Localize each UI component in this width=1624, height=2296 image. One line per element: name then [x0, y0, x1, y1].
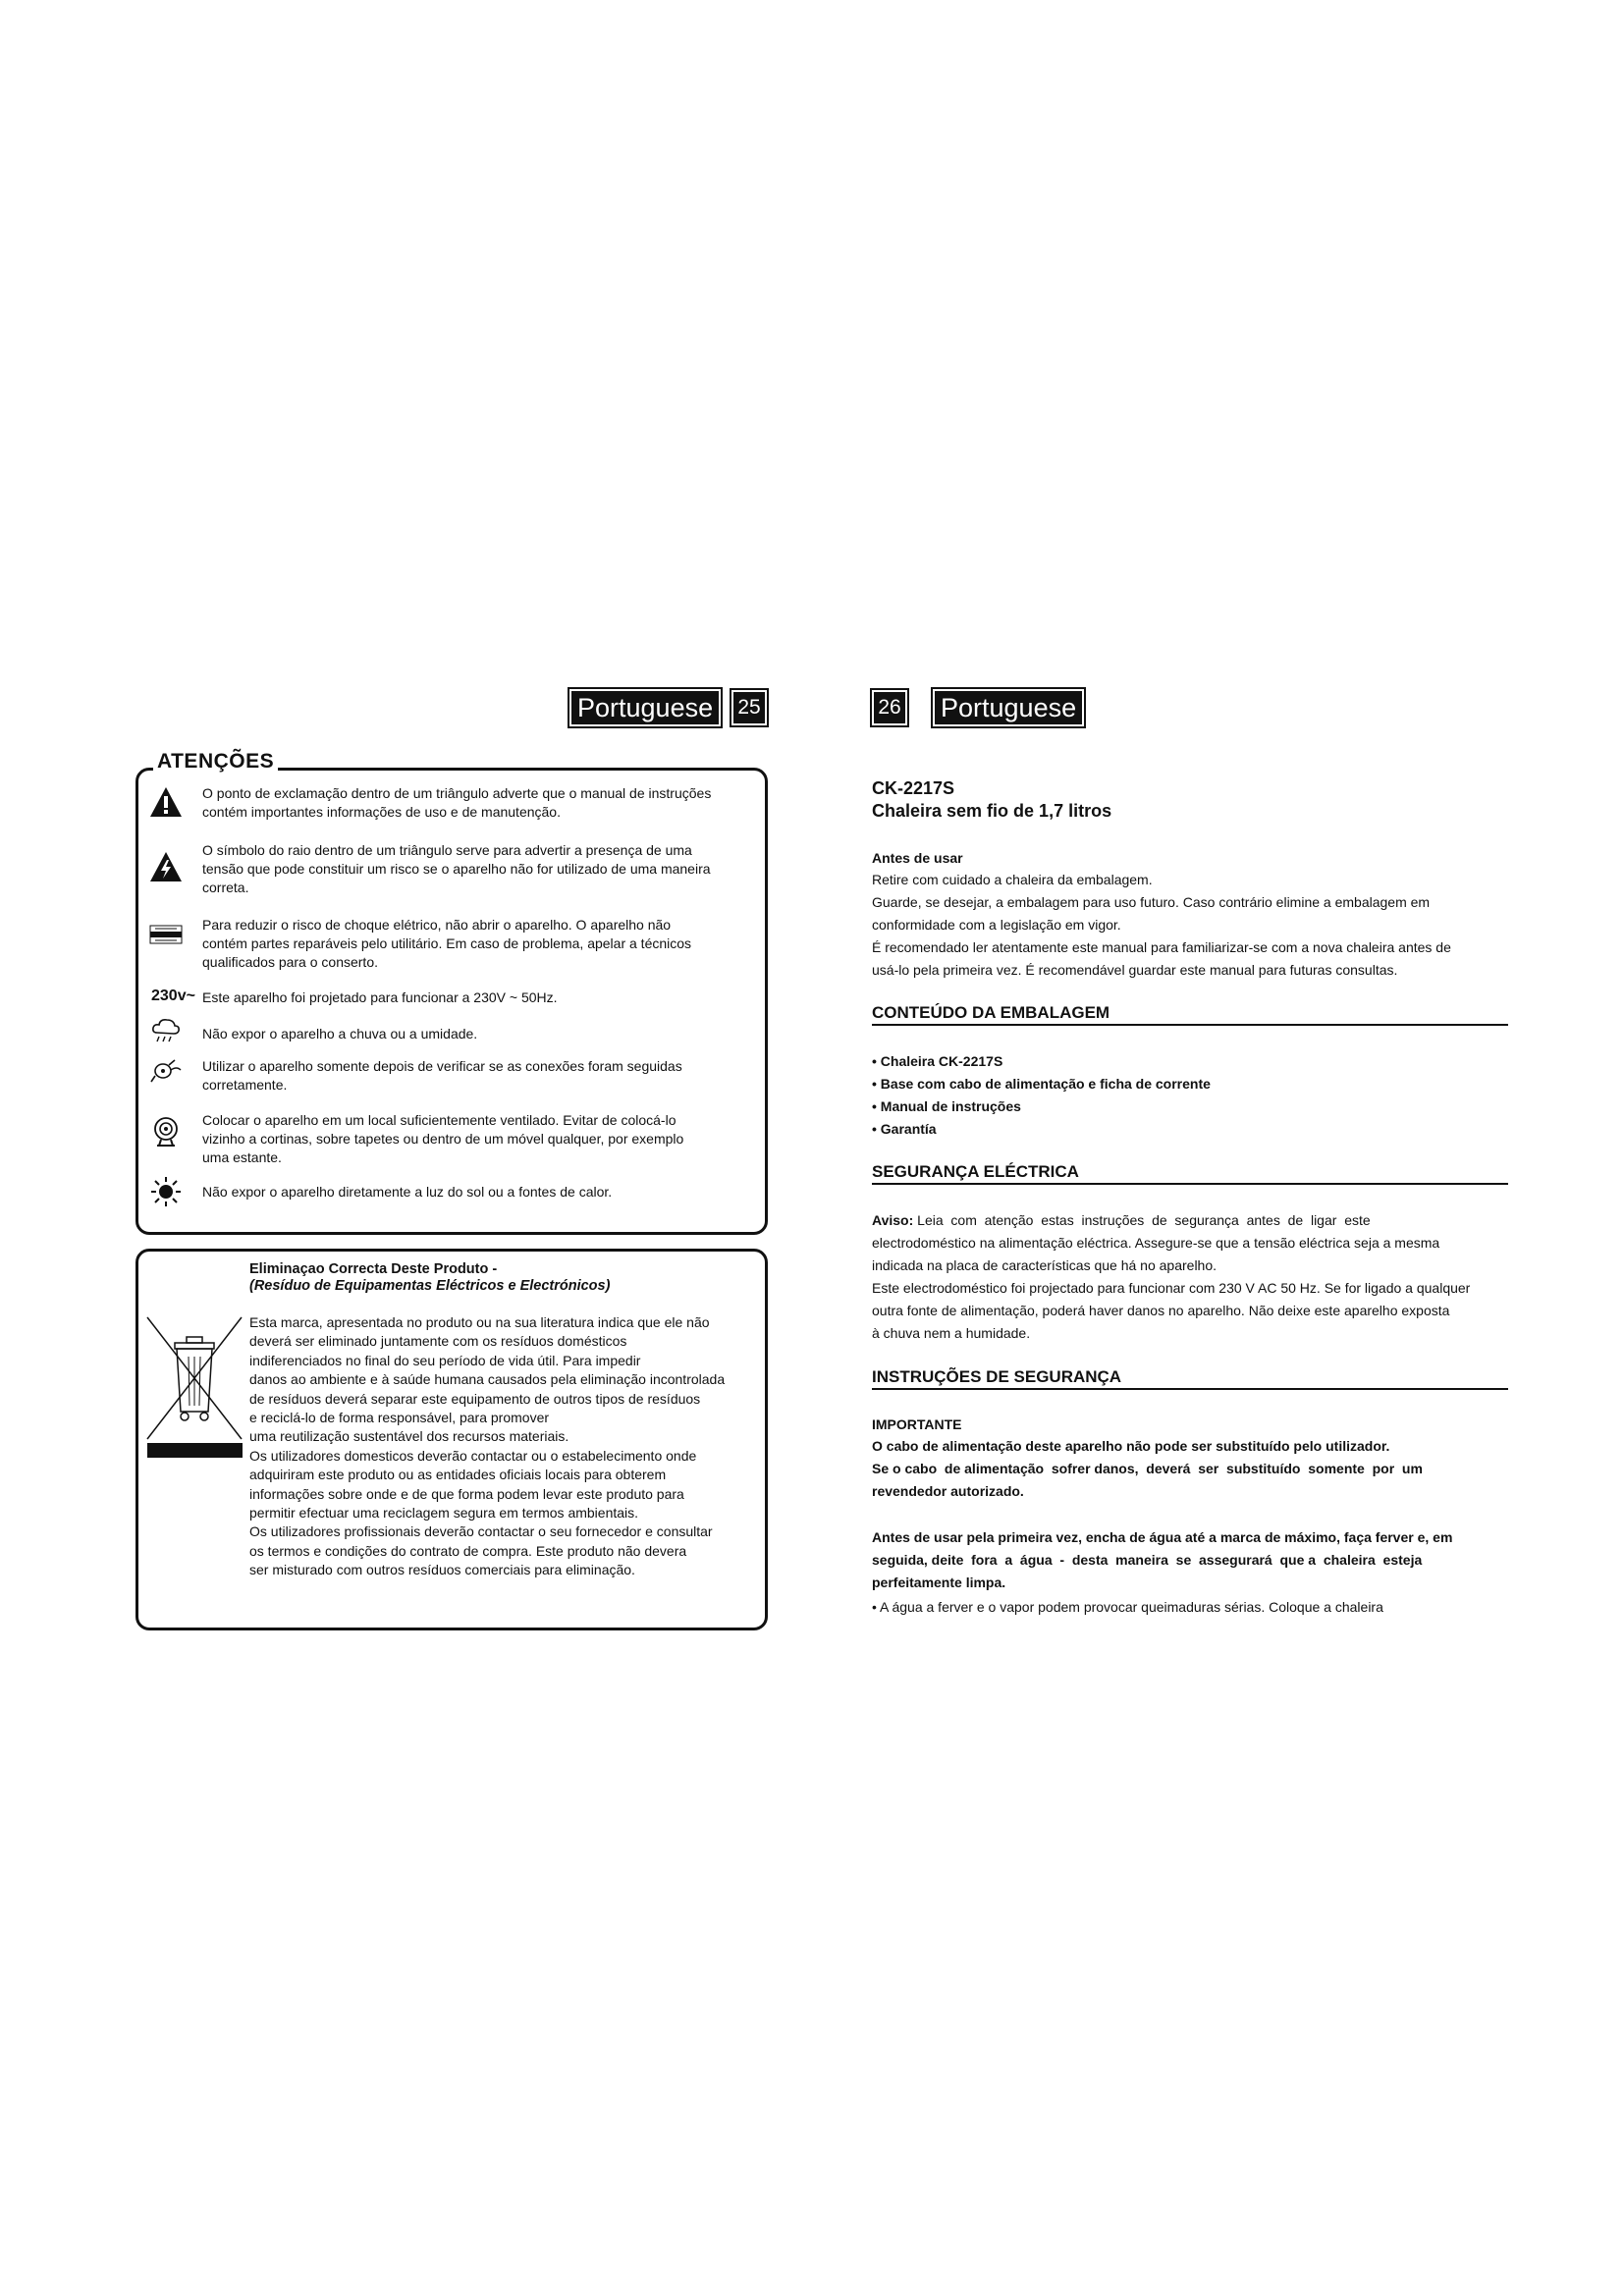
disposal-text: Esta marca, apresentada no produto ou na sua literatura indica que ele não deverá ser eliminado juntamente com os resíduos domésticos indiferenciados no final do seu período de vida útil. Para impedir danos ao ambiente e à saúde humana causados pela eliminação incontrolada de resíduos deverá separar este equipamento de outros tipos de resíduos e reciclá-lo de forma responsável, para promover uma reutilização sustentável dos recursos materiais. Os utilizadores domesticos deverão contactar ou o estabelecimento onde adquiriram este produto ou as entidades oficiais locais para obterem informações sobre onde e de que forma podem levar este produto para permitir efectuar uma reciclagem segura em termos ambientais. Os utilizadores profissionais deverão contactar o seu fornecedor e consultar os termos e condições do contrato de compra. Este produto não devera ser misturado com outros resíduos comerciais para eliminação.: [249, 1314, 726, 1578]
safety-heading: INSTRUÇÕES DE SEGURANÇA: [872, 1367, 1508, 1390]
warning-text-1: O ponto de exclamação dentro de um triângulo adverte que o manual de instruções contém importantes informações de uso e de manutenção.: [202, 785, 712, 820]
warning-text-4: Este aparelho foi projetado para funcionar a 230V ~ 50Hz.: [202, 989, 558, 1005]
list-item: • Base com cabo de alimentação e ficha de corrente: [872, 1076, 1211, 1092]
right-language-tab: Portuguese: [931, 687, 1086, 728]
before-use-heading: Antes de usar: [872, 850, 963, 866]
ventilation-icon: [149, 1114, 183, 1148]
bin-underline-bar: [147, 1443, 243, 1458]
important-heading: IMPORTANTE: [872, 1416, 962, 1432]
package-list: [872, 1050, 1211, 1141]
product-model: CK-2217S: [872, 778, 955, 798]
electrical-text: Aviso: Leia com atenção estas instruções de segurança antes de ligar este electrodoméstico na alimentação eléctrica. Assegure-se que a tensão eléctrica seja a mesma indicada na placa de características que há no aparelho. Este electrodoméstico foi projectado para funcionar com 230 V AC 50 Hz. Se for ligado a qualquer outra fonte de alimentação, poderá haver danos no aparelho. Não deixe este aparelho exposta à chuva nem a humidade.: [872, 1212, 1471, 1341]
package-heading: CONTEÚDO DA EMBALAGEM: [872, 1003, 1508, 1026]
sun-icon: [149, 1175, 183, 1208]
important-text: O cabo de alimentação deste aparelho não pode ser substituído pelo utilizador. Se o cabo de alimentação sofrer danos, deverá ser substituído somente por um revendedor autorizado.: [872, 1438, 1423, 1499]
plug-check-icon: [149, 1052, 183, 1086]
exclamation-triangle-icon: [149, 785, 183, 819]
before-use-text: Retire com cuidado a chaleira da embalagem. Guarde, se desejar, a embalagem para uso futuro. Caso contrário elimine a embalagem em conformidade com a legislação em vigor. É recomendado ler atentamente este manual para familiarizar-se com a nova chaleira antes de usá-lo pela primeira vez. É recomendável guardar este manual para futuras consultas.: [872, 872, 1451, 978]
warning-text-6: Utilizar o aparelho somente depois de verificar se as conexões foram seguidas corretamente.: [202, 1058, 682, 1093]
voltage-label: 230v~: [151, 988, 195, 1004]
safety-bullet-text: • A água a ferver e o vapor podem provocar queimaduras sérias. Coloque a chaleira: [872, 1599, 1383, 1615]
disposal-title: Eliminaçao Correcta Deste Produto -: [249, 1261, 498, 1277]
left-page-number: 25: [730, 688, 769, 727]
left-language-tab: Portuguese: [568, 687, 723, 728]
rain-cloud-icon: [149, 1013, 183, 1046]
warning-text-8: Não expor o aparelho diretamente a luz do sol ou a fontes de calor.: [202, 1184, 613, 1200]
right-page-number: 26: [870, 688, 909, 727]
warning-text-3: Para reduzir o risco de choque elétrico, não abrir o aparelho. O aparelho não contém partes reparáveis pelo utilitário. Em caso de problema, apelar a técnicos qualificados para o conserto.: [202, 917, 692, 970]
warnings-title: ATENÇÕES: [153, 750, 278, 774]
first-use-text: Antes de usar pela primeira vez, encha de água até a marca de máximo, faça ferver e, em seguida, deite fora a água - desta maneira se assegurará que a chaleira esteja perfeitamente limpa.: [872, 1529, 1453, 1590]
list-item: • Chaleira CK-2217S: [872, 1053, 1003, 1069]
electrical-heading: SEGURANÇA ELÉCTRICA: [872, 1162, 1508, 1185]
caution-label-icon: [149, 923, 183, 946]
list-item: • Manual de instruções: [872, 1098, 1021, 1114]
disposal-subtitle: (Resíduo de Equipamentas Eléctricos e Electrónicos): [249, 1278, 611, 1294]
warning-text-5: Não expor o aparelho a chuva ou a umidade.: [202, 1026, 478, 1041]
warning-text-7: Colocar o aparelho em um local suficientemente ventilado. Evitar de colocá-lo vizinho a cortinas, sobre tapetes ou dentro de um móvel qualquer, por exemplo uma estante.: [202, 1112, 684, 1165]
list-item: • Garantía: [872, 1121, 937, 1137]
lightning-triangle-icon: [149, 850, 183, 883]
crossed-bin-icon: [145, 1315, 244, 1441]
product-name: Chaleira sem fio de 1,7 litros: [872, 801, 1112, 821]
warning-text-2: O símbolo do raio dentro de um triângulo serve para advertir a presença de uma tensão que pode constituir um risco se o aparelho não for utilizado de uma maneira correta.: [202, 842, 711, 895]
